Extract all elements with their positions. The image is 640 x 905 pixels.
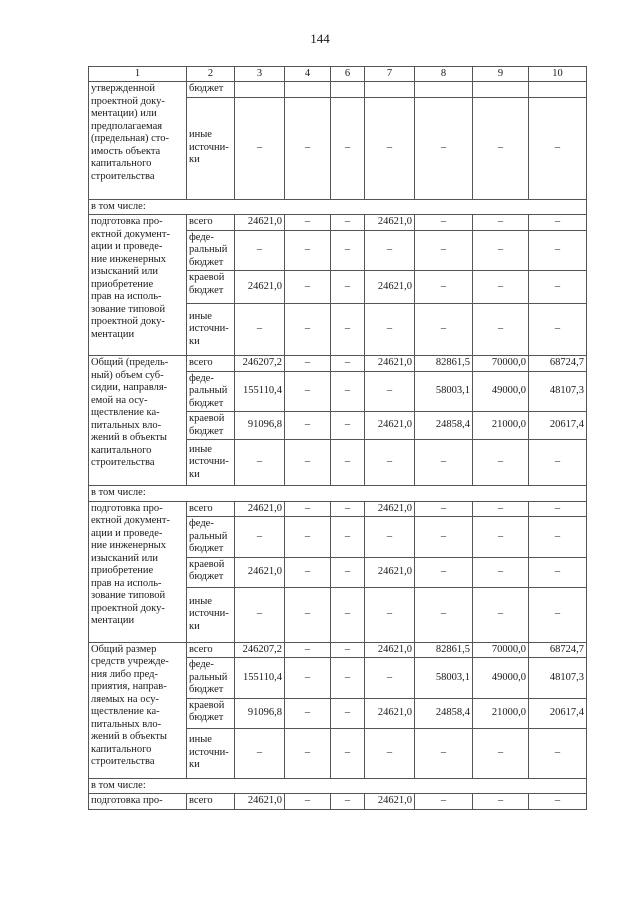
source-cell: феде- ральный бюджет — [187, 230, 235, 271]
value-cell: 20617,4 — [529, 698, 587, 728]
column-header: 4 — [285, 67, 331, 82]
table-cell — [285, 82, 331, 98]
column-header: 9 — [473, 67, 529, 82]
empty-value-cell: – — [415, 304, 473, 356]
value-cell: 21000,0 — [473, 412, 529, 440]
table-row — [89, 356, 587, 372]
source-cell: иные источни- ки — [187, 440, 235, 486]
empty-value-cell: – — [529, 304, 587, 356]
empty-value-cell: – — [365, 728, 415, 778]
empty-value-cell: – — [473, 501, 529, 517]
value-cell: 24621,0 — [365, 412, 415, 440]
row-label: Общий размер средств учрежде- ния либо пред- приятия, направ- ляемых на осу- ществление ка- питальных вло- жений в объекты капитального строительства — [89, 642, 187, 778]
source-cell: иные источни- ки — [187, 728, 235, 778]
source-cell: иные источни- ки — [187, 587, 235, 642]
source-cell: феде- ральный бюджет — [187, 371, 235, 412]
empty-value-cell: – — [331, 440, 365, 486]
value-cell: 82861,5 — [415, 642, 473, 658]
table-row — [89, 215, 587, 231]
header-row — [89, 67, 587, 82]
value-cell: 70000,0 — [473, 642, 529, 658]
empty-value-cell: – — [331, 517, 365, 558]
empty-value-cell: – — [235, 728, 285, 778]
source-cell: всего — [187, 501, 235, 517]
empty-value-cell: – — [331, 271, 365, 304]
empty-value-cell: – — [331, 698, 365, 728]
empty-value-cell: – — [285, 557, 331, 587]
page-number: 144 — [310, 31, 330, 46]
empty-value-cell: – — [285, 440, 331, 486]
value-cell: 91096,8 — [235, 412, 285, 440]
empty-value-cell: – — [365, 230, 415, 271]
value-cell: 68724,7 — [529, 356, 587, 372]
empty-value-cell: – — [473, 728, 529, 778]
empty-value-cell: – — [285, 658, 331, 699]
empty-value-cell: – — [415, 230, 473, 271]
empty-value-cell: – — [285, 412, 331, 440]
empty-value-cell: – — [365, 587, 415, 642]
table-row — [89, 778, 587, 794]
value-cell: 24621,0 — [365, 794, 415, 810]
empty-value-cell: – — [529, 794, 587, 810]
source-cell: бюджет — [187, 82, 235, 98]
empty-value-cell: – — [473, 230, 529, 271]
source-cell: иные источни- ки — [187, 97, 235, 199]
value-cell: 24621,0 — [235, 557, 285, 587]
empty-value-cell: – — [473, 304, 529, 356]
empty-value-cell: – — [365, 97, 415, 199]
source-cell: краевой бюджет — [187, 271, 235, 304]
empty-value-cell: – — [331, 304, 365, 356]
empty-value-cell: – — [415, 215, 473, 231]
empty-value-cell: – — [415, 557, 473, 587]
source-cell: всего — [187, 642, 235, 658]
value-cell: 24621,0 — [365, 215, 415, 231]
table-cell — [235, 82, 285, 98]
value-cell: 58003,1 — [415, 371, 473, 412]
empty-value-cell: – — [285, 271, 331, 304]
empty-value-cell: – — [529, 215, 587, 231]
value-cell: 58003,1 — [415, 658, 473, 699]
empty-value-cell: – — [365, 517, 415, 558]
empty-value-cell: – — [331, 794, 365, 810]
value-cell: 24621,0 — [365, 356, 415, 372]
value-cell: 24621,0 — [235, 271, 285, 304]
source-cell: краевой бюджет — [187, 557, 235, 587]
empty-value-cell: – — [235, 97, 285, 199]
empty-value-cell: – — [529, 230, 587, 271]
empty-value-cell: – — [529, 728, 587, 778]
empty-value-cell: – — [415, 517, 473, 558]
table-cell — [473, 82, 529, 98]
column-header: 3 — [235, 67, 285, 82]
table-cell — [529, 82, 587, 98]
empty-value-cell: – — [285, 587, 331, 642]
table-cell — [331, 82, 365, 98]
value-cell: 155110,4 — [235, 658, 285, 699]
empty-value-cell: – — [529, 271, 587, 304]
empty-value-cell: – — [285, 794, 331, 810]
value-cell: 20617,4 — [529, 412, 587, 440]
value-cell: 24621,0 — [365, 501, 415, 517]
value-cell: 24621,0 — [235, 215, 285, 231]
empty-value-cell: – — [331, 97, 365, 199]
table-row — [89, 501, 587, 517]
empty-value-cell: – — [331, 587, 365, 642]
empty-value-cell: – — [529, 501, 587, 517]
empty-value-cell: – — [473, 587, 529, 642]
value-cell: 24858,4 — [415, 412, 473, 440]
value-cell: 70000,0 — [473, 356, 529, 372]
row-label: подготовка про- — [89, 794, 187, 810]
value-cell: 21000,0 — [473, 698, 529, 728]
empty-value-cell: – — [473, 97, 529, 199]
empty-value-cell: – — [235, 587, 285, 642]
empty-value-cell: – — [365, 371, 415, 412]
empty-value-cell: – — [285, 728, 331, 778]
empty-value-cell: – — [473, 517, 529, 558]
source-cell: краевой бюджет — [187, 698, 235, 728]
value-cell: 24621,0 — [365, 271, 415, 304]
row-label: утвержденной проектной доку- ментации) или предполагаемая (предельная) сто- имость объекта капитального строительства — [89, 82, 187, 200]
empty-value-cell: – — [285, 356, 331, 372]
empty-value-cell: – — [331, 728, 365, 778]
empty-value-cell: – — [529, 557, 587, 587]
empty-value-cell: – — [365, 440, 415, 486]
empty-value-cell: – — [235, 440, 285, 486]
empty-value-cell: – — [415, 501, 473, 517]
empty-value-cell: – — [331, 557, 365, 587]
in-that-number-label: в том числе: — [89, 486, 587, 502]
column-header: 8 — [415, 67, 473, 82]
empty-value-cell: – — [365, 658, 415, 699]
table-row — [89, 82, 587, 98]
column-header: 2 — [187, 67, 235, 82]
value-cell: 246207,2 — [235, 642, 285, 658]
table-row — [89, 642, 587, 658]
empty-value-cell: – — [529, 517, 587, 558]
empty-value-cell: – — [473, 215, 529, 231]
value-cell: 24621,0 — [365, 698, 415, 728]
empty-value-cell: – — [529, 440, 587, 486]
source-cell: феде- ральный бюджет — [187, 517, 235, 558]
source-cell: всего — [187, 794, 235, 810]
empty-value-cell: – — [529, 97, 587, 199]
value-cell: 48107,3 — [529, 658, 587, 699]
empty-value-cell: – — [415, 794, 473, 810]
empty-value-cell: – — [285, 698, 331, 728]
value-cell: 24621,0 — [235, 501, 285, 517]
empty-value-cell: – — [285, 642, 331, 658]
empty-value-cell: – — [529, 587, 587, 642]
empty-value-cell: – — [415, 97, 473, 199]
value-cell: 49000,0 — [473, 658, 529, 699]
row-label: подготовка про- ектной документ- ации и проведе- ние инженерных изысканий или приобретение прав на исполь- зование типовой проектной доку- ментации — [89, 215, 187, 356]
source-cell: всего — [187, 356, 235, 372]
table-cell — [415, 82, 473, 98]
empty-value-cell: – — [285, 230, 331, 271]
empty-value-cell: – — [415, 587, 473, 642]
empty-value-cell: – — [285, 215, 331, 231]
source-cell: всего — [187, 215, 235, 231]
in-that-number-label: в том числе: — [89, 199, 587, 215]
value-cell: 24621,0 — [235, 794, 285, 810]
empty-value-cell: – — [285, 371, 331, 412]
empty-value-cell: – — [415, 440, 473, 486]
source-cell: иные источни- ки — [187, 304, 235, 356]
value-cell: 91096,8 — [235, 698, 285, 728]
row-label: подготовка про- ектной документ- ации и проведе- ние инженерных изысканий или приобретение прав на исполь- зование типовой проектной доку- ментации — [89, 501, 187, 642]
empty-value-cell: – — [473, 557, 529, 587]
source-cell: феде- ральный бюджет — [187, 658, 235, 699]
empty-value-cell: – — [473, 271, 529, 304]
value-cell: 82861,5 — [415, 356, 473, 372]
empty-value-cell: – — [331, 356, 365, 372]
table-row — [89, 794, 587, 810]
empty-value-cell: – — [235, 517, 285, 558]
empty-value-cell: – — [235, 304, 285, 356]
empty-value-cell: – — [331, 215, 365, 231]
empty-value-cell: – — [331, 642, 365, 658]
empty-value-cell: – — [415, 728, 473, 778]
empty-value-cell: – — [285, 517, 331, 558]
empty-value-cell: – — [331, 230, 365, 271]
value-cell: 49000,0 — [473, 371, 529, 412]
value-cell: 24621,0 — [365, 642, 415, 658]
column-header: 10 — [529, 67, 587, 82]
empty-value-cell: – — [331, 412, 365, 440]
empty-value-cell: – — [473, 794, 529, 810]
source-cell: краевой бюджет — [187, 412, 235, 440]
empty-value-cell: – — [415, 271, 473, 304]
empty-value-cell: – — [331, 658, 365, 699]
table-cell — [365, 82, 415, 98]
value-cell: 48107,3 — [529, 371, 587, 412]
column-header: 7 — [365, 67, 415, 82]
value-cell: 155110,4 — [235, 371, 285, 412]
empty-value-cell: – — [285, 501, 331, 517]
row-label: Общий (предель- ный) объем суб- сидии, направля- емой на осу- ществление ка- питальных вло- жений в объекты капитального строительства — [89, 356, 187, 486]
value-cell: 24621,0 — [365, 557, 415, 587]
table-row — [89, 486, 587, 502]
empty-value-cell: – — [285, 97, 331, 199]
empty-value-cell: – — [235, 230, 285, 271]
in-that-number-label: в том числе: — [89, 778, 587, 794]
table-row — [89, 199, 587, 215]
value-cell: 246207,2 — [235, 356, 285, 372]
empty-value-cell: – — [365, 304, 415, 356]
empty-value-cell: – — [285, 304, 331, 356]
budget-table — [88, 66, 587, 810]
empty-value-cell: – — [473, 440, 529, 486]
empty-value-cell: – — [331, 501, 365, 517]
value-cell: 24858,4 — [415, 698, 473, 728]
empty-value-cell: – — [331, 371, 365, 412]
column-header: 6 — [331, 67, 365, 82]
column-header: 1 — [89, 67, 187, 82]
value-cell: 68724,7 — [529, 642, 587, 658]
